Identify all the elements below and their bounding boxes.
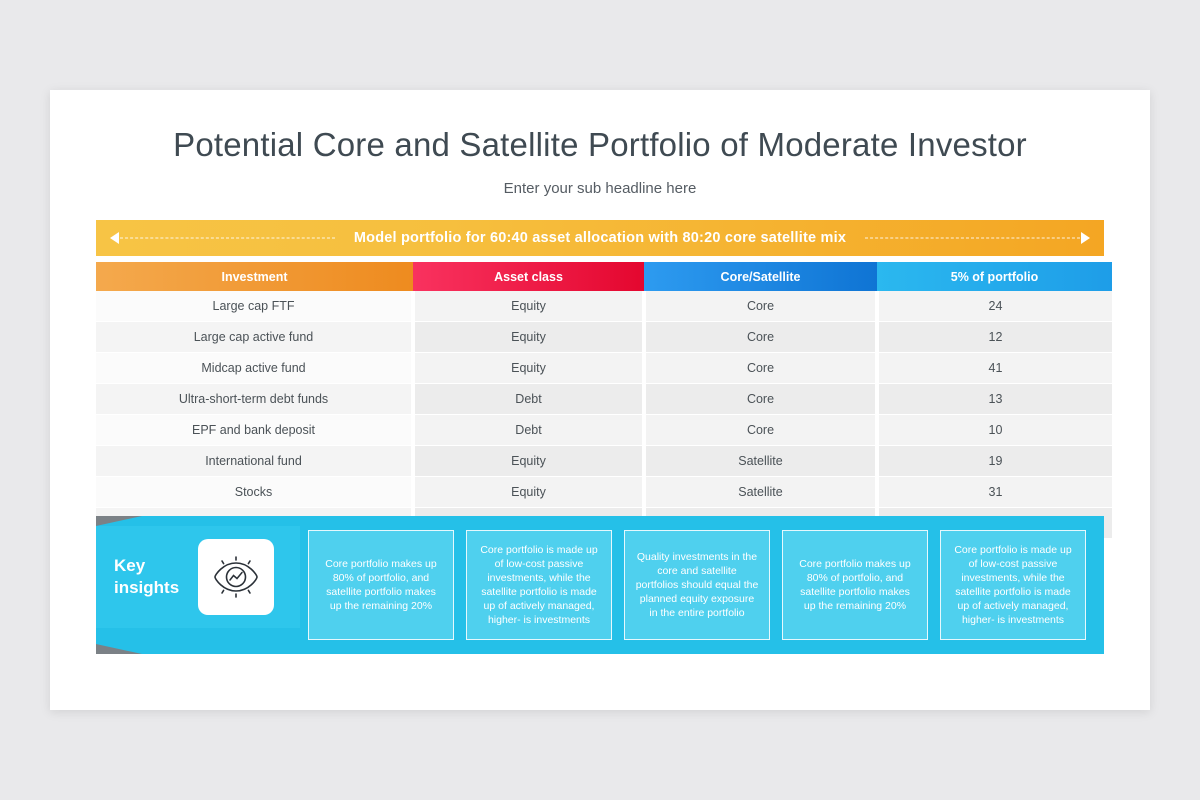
cell-percent: 13	[877, 384, 1112, 415]
key-insights-label-line2: insights	[114, 578, 180, 597]
insight-card	[308, 530, 454, 640]
insight-cards	[308, 530, 1098, 640]
cell-asset-class: Equity	[413, 477, 644, 508]
cell-core-satellite: Satellite	[644, 446, 877, 477]
cell-investment: Stocks	[96, 477, 413, 508]
cell-investment: EPF and bank deposit	[96, 415, 413, 446]
tab-shadow-bottom	[96, 644, 142, 654]
slide	[50, 90, 1150, 710]
table-row	[96, 291, 1112, 322]
cell-core-satellite: Core	[644, 415, 877, 446]
table-header-row	[96, 262, 1112, 291]
cell-core-satellite: Core	[644, 353, 877, 384]
dashed-line-right	[865, 238, 1080, 239]
table-row	[96, 477, 1112, 508]
page-title: Potential Core and Satellite Portfolio of Moderate Investor	[173, 126, 1027, 163]
table-row	[96, 446, 1112, 477]
model-portfolio-banner	[96, 220, 1104, 256]
insight-card	[940, 530, 1086, 640]
key-insights-label-line1: Key	[114, 556, 146, 575]
cell-asset-class: Equity	[413, 291, 644, 322]
column-header-asset-class: Asset class	[413, 262, 644, 291]
key-insights-label	[114, 555, 192, 599]
eye-chart-icon	[198, 539, 274, 615]
insight-card-text: Core portfolio makes up 80% of portfolio, and satellite portfolio makes up the remaining 20%	[325, 558, 437, 612]
insight-card-text: Core portfolio is made up of low-cost passive investments, while the satellite portfolio is made up of actively managed, higher- is investments	[954, 544, 1072, 626]
cell-investment: Midcap active fund	[96, 353, 413, 384]
table-row	[96, 353, 1112, 384]
arrow-left-icon	[110, 232, 119, 244]
banner-label: Model portfolio for 60:40 asset allocation with 80:20 core satellite mix	[353, 230, 847, 246]
insight-card	[624, 530, 770, 640]
cell-percent: 31	[877, 477, 1112, 508]
cell-percent: 10	[877, 415, 1112, 446]
cell-percent: 24	[877, 291, 1112, 322]
allocation-table	[96, 262, 1112, 539]
cell-investment: Large cap active fund	[96, 322, 413, 353]
table-row	[96, 415, 1112, 446]
cell-investment: Ultra-short-term debt funds	[96, 384, 413, 415]
insight-card	[782, 530, 928, 640]
cell-asset-class: Debt	[413, 384, 644, 415]
cell-percent: 19	[877, 446, 1112, 477]
arrow-right-icon	[1081, 232, 1090, 244]
column-header-percent-portfolio: 5% of portfolio	[877, 262, 1112, 291]
cell-asset-class: Debt	[413, 415, 644, 446]
insight-card-text: Quality investments in the core and satellite portfolios should equal the planned equity exposure in the entire portfolio	[635, 551, 759, 619]
cell-percent: 41	[877, 353, 1112, 384]
cell-core-satellite: Core	[644, 291, 877, 322]
insight-card-text: Core portfolio is made up of low-cost passive investments, while the satellite portfolio is made up of actively managed, higher- is investments	[480, 544, 598, 626]
cell-asset-class: Equity	[413, 322, 644, 353]
tab-shadow-top	[96, 516, 142, 526]
cell-asset-class: Equity	[413, 446, 644, 477]
cell-core-satellite: Satellite	[644, 477, 877, 508]
key-insights-tab	[96, 526, 300, 628]
cell-investment: International fund	[96, 446, 413, 477]
column-header-investment: Investment	[96, 262, 413, 291]
page-subtitle: Enter your sub headline here	[503, 180, 697, 197]
column-header-core-satellite: Core/Satellite	[644, 262, 877, 291]
dashed-line-left	[120, 238, 335, 239]
insight-card	[466, 530, 612, 640]
cell-core-satellite: Core	[644, 384, 877, 415]
cell-investment: Large cap FTF	[96, 291, 413, 322]
cell-asset-class: Equity	[413, 353, 644, 384]
cell-percent: 12	[877, 322, 1112, 353]
insight-card-text: Core portfolio makes up 80% of portfolio, and satellite portfolio makes up the remaining 20%	[799, 558, 911, 612]
key-insights-panel	[96, 516, 1104, 654]
cell-core-satellite: Core	[644, 322, 877, 353]
table-row	[96, 322, 1112, 353]
table-row	[96, 384, 1112, 415]
